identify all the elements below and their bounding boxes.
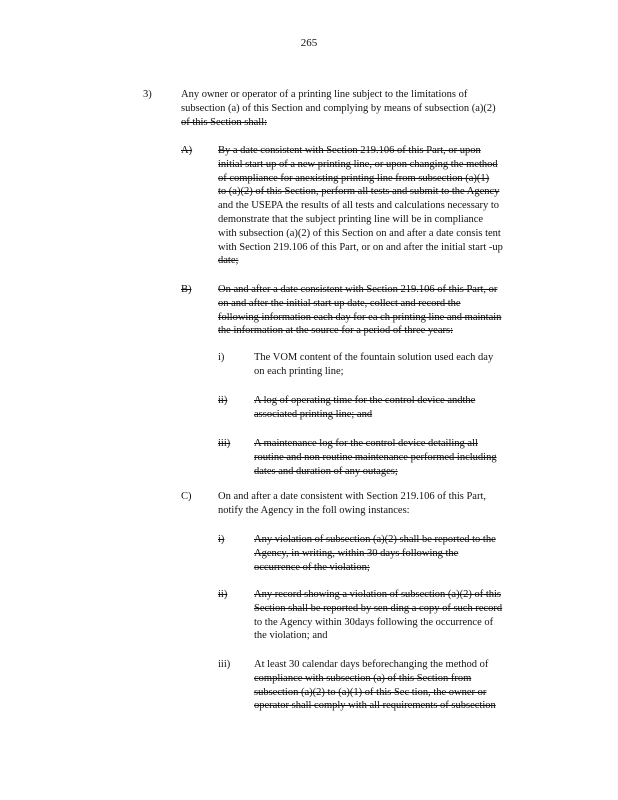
text-line: On and after a date consistent with Section 219.106 of this Part, [218,491,486,502]
struck-text-line: operator shall comply with all requirements of subsection [254,700,496,712]
struck-text-line: Agency, in writing, within 30 days following the [254,547,459,559]
struck-text-line: occurrence of the violation; [254,561,370,573]
subitem-b-i-text [254,351,530,379]
subitem-c-i-text [254,533,532,574]
subitem-c-i-label: i) [218,534,225,545]
subitem-c-ii-text [254,588,538,643]
text-line: Any owner or operator of a printing line subject to the limitations of [181,89,468,100]
struck-text-line: initial start up of a new printing line, or upon changing the method [218,158,498,170]
struck-text-line: date; [218,255,239,267]
struck-text-line: Section shall be reported by sen ding a copy of such record [254,602,503,614]
text-line: subsection (a) of this Section and complying by means of subsection (a)(2) [181,102,496,114]
struck-text-line: A log of operating time for the control device andthe [254,395,476,406]
text-line: The VOM content of the fountain solution used each day [254,352,494,363]
subitem-b-iii-label: iii) [218,438,231,449]
subitem-b-text [218,283,544,338]
text-line: and the USEPA the results of all tests and calculations necessary to [218,200,500,212]
struck-text-line: compliance with subsection (a) of this Section from [254,672,472,684]
subitem-b-ii-label: ii) [218,395,228,406]
struck-text-line: dates and duration of any outages; [254,465,398,477]
text-line: notify the Agency in the foll owing instances: [218,504,410,516]
struck-text-line: By a date consistent with Section 219.106 of this Part, or upon [218,145,481,156]
struck-text-line: A maintenance log for the control device detailing all [254,438,478,449]
text-line: At least 30 calendar days beforechanging the method of [254,659,489,670]
struck-text-line: following information each day for ea ch printing line and maintain [218,311,502,323]
struck-text-line: associated printing line; and [254,408,373,420]
subitem-c-iii-text [254,658,532,713]
struck-text-line: on and after the initial start up date, collect and record the [218,297,461,309]
subitem-c-label: C) [181,491,192,502]
item-3-label: 3) [143,89,152,100]
text-line: to the Agency within 30days following the occurrence of [254,616,494,628]
text-line: on each printing line; [254,365,344,377]
struck-text-line: to (a)(2) of this Section, perform all tests and submit to the Agency [218,186,500,198]
subitem-c-iii-label: iii) [218,659,231,670]
text-line: with Section 219.106 of this Part, or on and after the initial start -up [218,241,503,253]
subitem-b-iii-text [254,437,540,478]
struck-text-line: On and after a date consistent with Section 219.106 of this Part, or [218,284,498,295]
text-line: the violation; and [254,630,328,642]
struck-text-line: routine and non routine maintenance performed including [254,451,497,463]
struck-text-line: Any violation of subsection (a)(2) shall be reported to the [254,534,496,545]
subitem-a-label: A) [181,145,193,156]
subitem-b-label: B) [181,284,192,295]
subitem-c-text [218,490,528,518]
struck-text-line: subsection (a)(2) to (a)(1) of this Sec tion, the owner or [254,686,487,698]
text-line: with subsection (a)(2) of this Section on and after a date consis tent [218,227,501,239]
struck-text-line: of this Section shall: [181,116,268,128]
text-line: demonstrate that the subject printing line will be in compliance [218,213,484,225]
subitem-b-ii-text [254,394,524,422]
subitem-a-text [218,144,544,268]
struck-text-line: Any record showing a violation of subsection (a)(2) of this [254,589,501,600]
subitem-c-ii-label: ii) [218,589,228,600]
struck-text-line: the information at the source for a period of three years: [218,325,453,337]
subitem-b-i-label: i) [218,352,225,363]
page-number: 265 [300,37,318,49]
struck-text-line: of compliance for anexisting printing line from subsection (a)(1) [218,172,490,184]
item-3-text [181,88,537,129]
